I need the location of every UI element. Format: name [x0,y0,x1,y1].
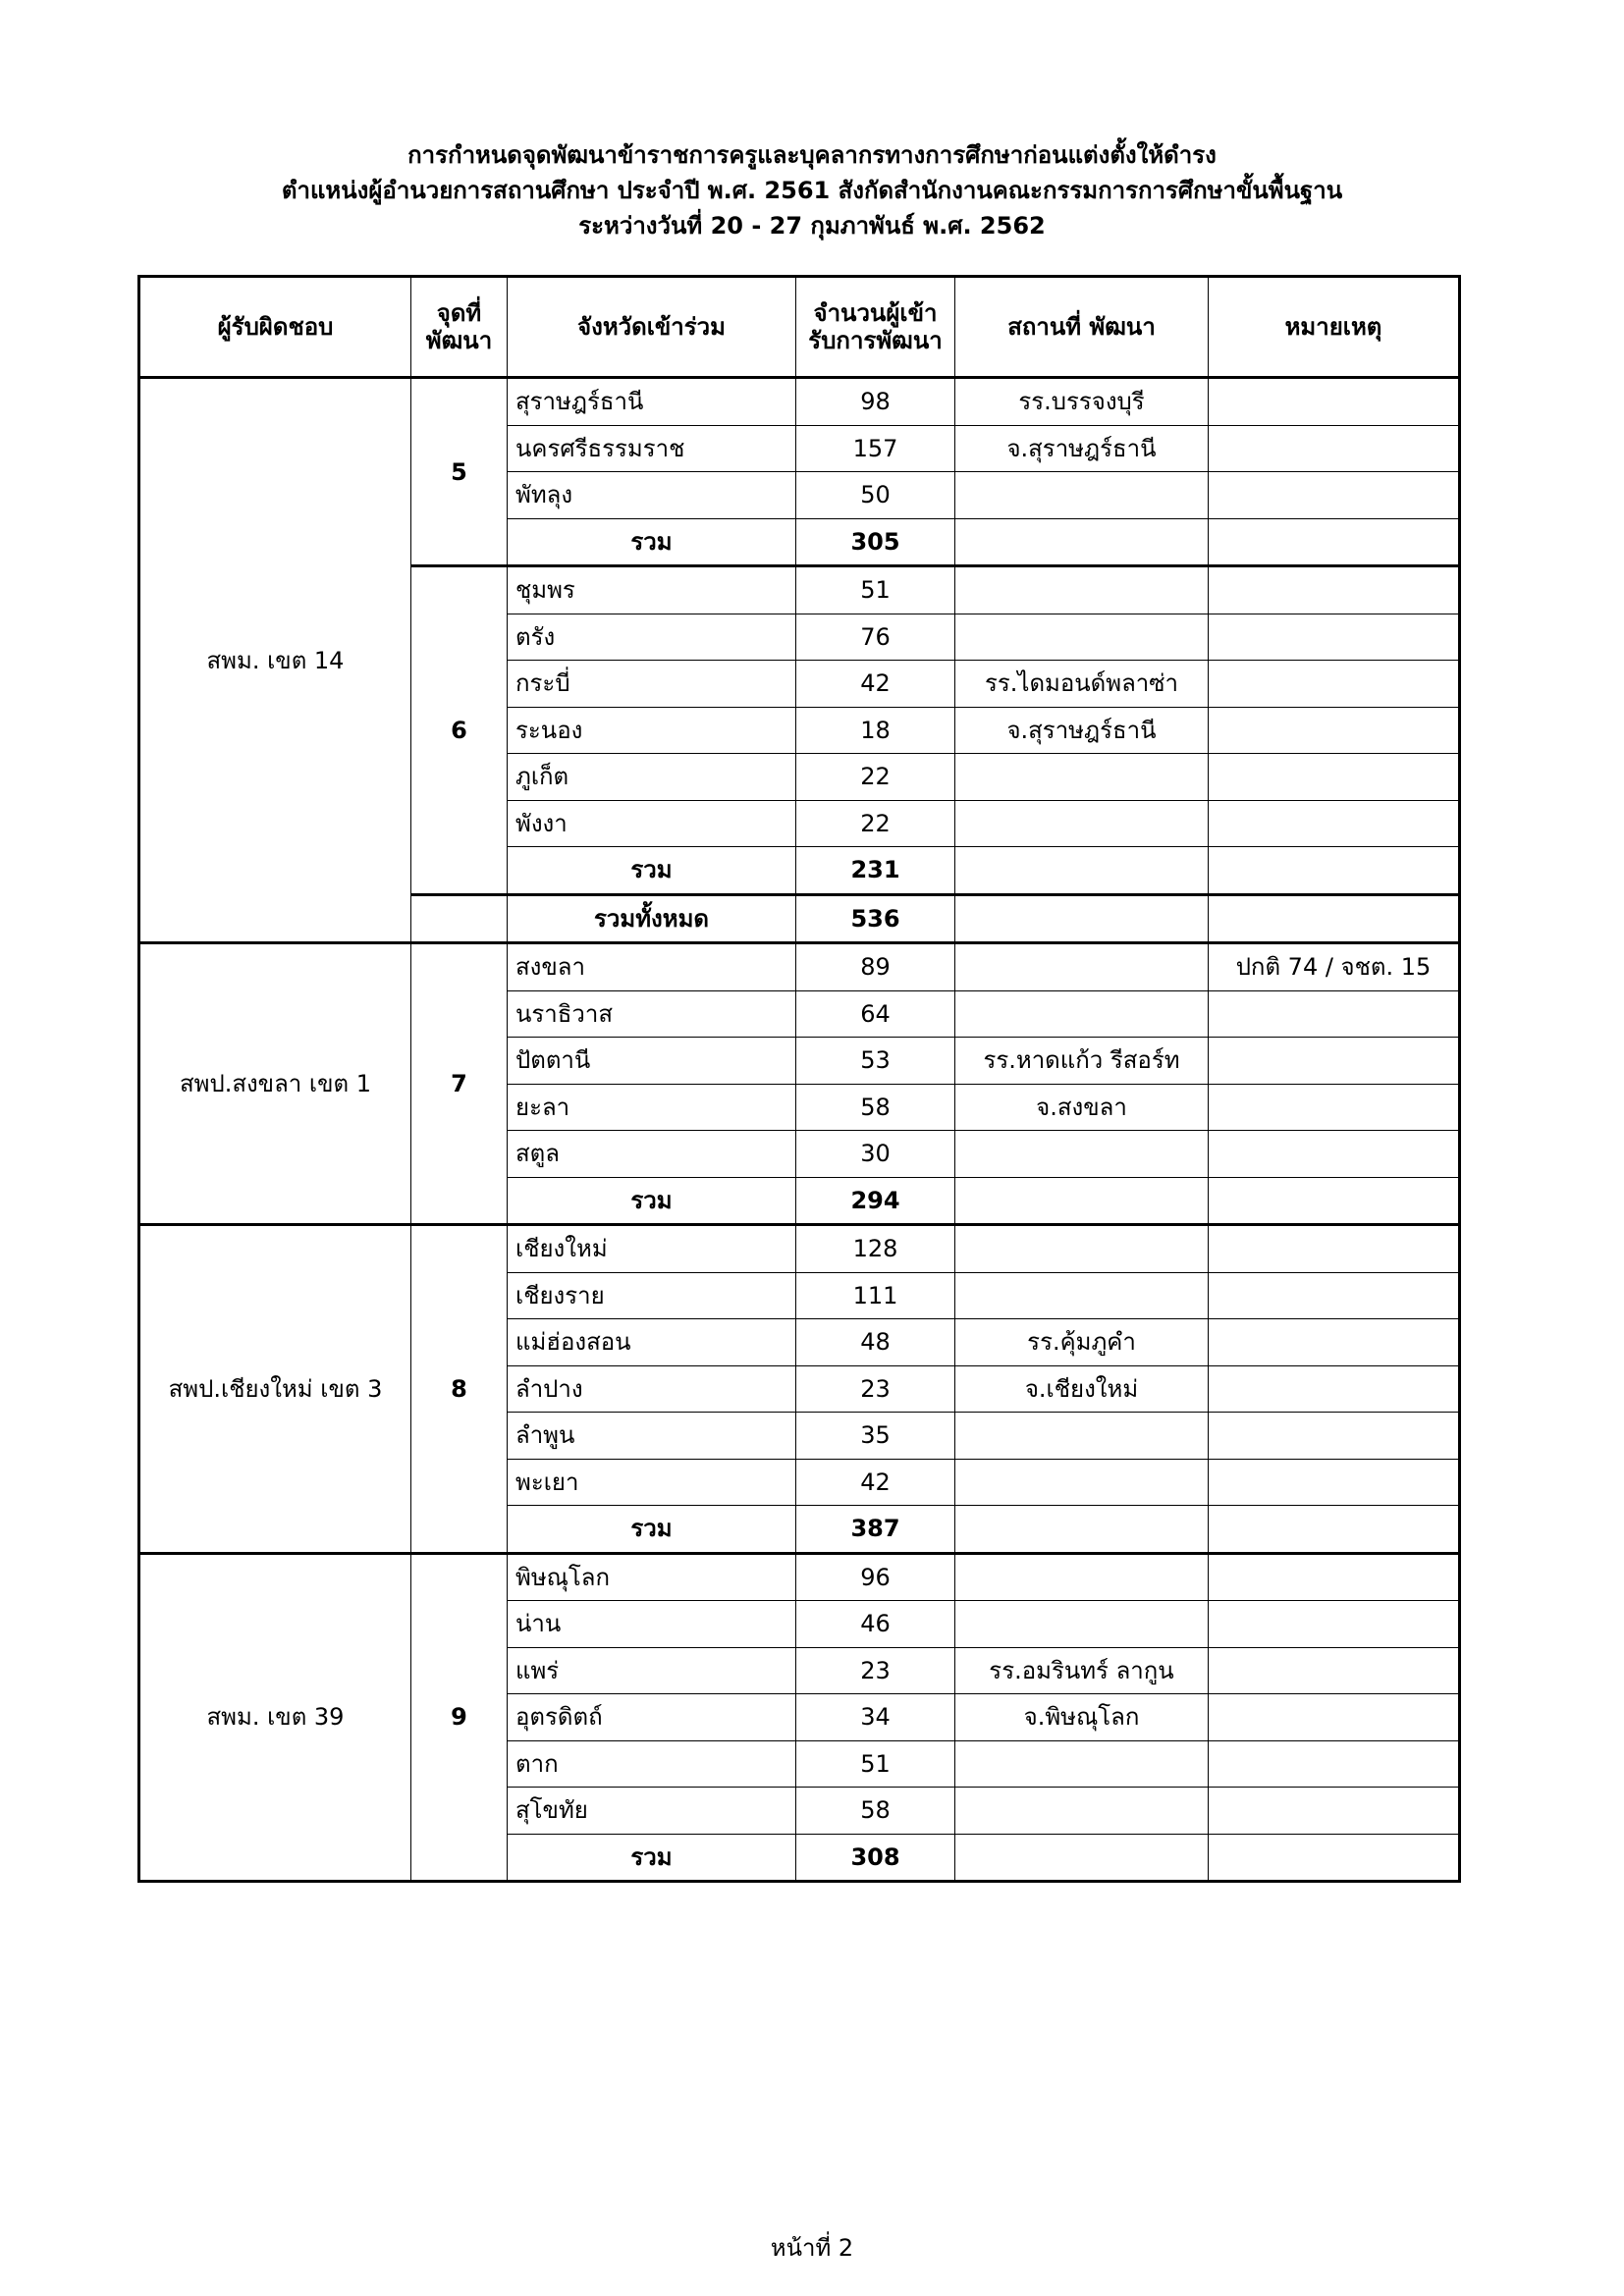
count-cell: 157 [796,425,955,472]
empty-cell [955,1177,1209,1225]
total-value: 294 [796,1177,955,1225]
province-cell: พะเยา [508,1459,796,1506]
venue-cell [955,472,1209,519]
table-row [139,378,1460,426]
development-schedule-table [137,275,1461,1883]
province-cell: ตาก [508,1740,796,1788]
count-cell: 42 [796,661,955,708]
empty-cell [955,847,1209,895]
count-cell: 76 [796,614,955,661]
note-cell [1209,1084,1460,1131]
venue-cell: จ.สงขลา [955,1084,1209,1131]
venue-cell [955,1788,1209,1835]
total-value: 305 [796,518,955,566]
province-cell: นราธิวาส [508,990,796,1038]
note-cell [1209,1459,1460,1506]
page-number: หน้าที่ 2 [770,2234,854,2262]
point-cell: 5 [411,378,508,566]
venue-cell: จ.พิษณุโลก [955,1694,1209,1741]
province-cell: ตรัง [508,614,796,661]
total-value: 231 [796,847,955,895]
note-cell [1209,661,1460,708]
note-cell [1209,614,1460,661]
note-cell [1209,1740,1460,1788]
province-cell: เชียงใหม่ [508,1225,796,1273]
province-cell: แพร่ [508,1647,796,1694]
total-label: รวม [508,1506,796,1554]
province-cell: ลำพูน [508,1413,796,1460]
empty-cell [955,518,1209,566]
header-venue: สถานที่ พัฒนา [955,277,1209,378]
venue-cell [955,614,1209,661]
table-row [139,1553,1460,1601]
count-cell: 22 [796,800,955,847]
venue-cell: รร.บรรจงบุรี [955,378,1209,426]
count-cell: 22 [796,754,955,801]
note-cell [1209,1694,1460,1741]
count-cell: 98 [796,378,955,426]
province-cell: พิษณุโลก [508,1553,796,1601]
total-value: 308 [796,1834,955,1882]
venue-cell: รร.ไดมอนด์พลาซ่า [955,661,1209,708]
note-cell [1209,566,1460,614]
note-cell [1209,425,1460,472]
count-cell: 23 [796,1647,955,1694]
header-count: จำนวนผู้เข้า รับการพัฒนา [796,277,955,378]
note-cell [1209,707,1460,754]
count-cell: 42 [796,1459,955,1506]
empty-cell [411,894,508,943]
venue-cell: รร.คุ้มภูคำ [955,1319,1209,1366]
venue-cell [955,1272,1209,1319]
province-cell: ลำปาง [508,1365,796,1413]
grand-total-label: รวมทั้งหมด [508,894,796,943]
point-cell: 7 [411,943,508,1225]
note-cell [1209,1365,1460,1413]
note-cell [1209,1131,1460,1178]
empty-cell [1209,518,1460,566]
responsible-cell: สพป.สงขลา เขต 1 [139,943,411,1225]
responsible-cell: สพป.เชียงใหม่ เขต 3 [139,1225,411,1554]
venue-cell [955,800,1209,847]
count-cell: 35 [796,1413,955,1460]
venue-cell: รร.หาดแก้ว รีสอร์ท [955,1038,1209,1085]
document-title [0,137,1624,243]
note-cell [1209,800,1460,847]
count-cell: 51 [796,566,955,614]
province-cell: สตูล [508,1131,796,1178]
venue-cell [955,1459,1209,1506]
province-cell: กระบี่ [508,661,796,708]
venue-cell [955,1413,1209,1460]
count-cell: 48 [796,1319,955,1366]
count-cell: 18 [796,707,955,754]
point-cell: 9 [411,1553,508,1882]
venue-cell: รร.อมรินทร์ ลากูน [955,1647,1209,1694]
venue-cell [955,1225,1209,1273]
province-cell: พัทลุง [508,472,796,519]
empty-cell [1209,1506,1460,1554]
province-cell: อุตรดิตถ์ [508,1694,796,1741]
venue-cell [955,990,1209,1038]
empty-cell [1209,1834,1460,1882]
empty-cell [1209,847,1460,895]
count-cell: 128 [796,1225,955,1273]
venue-cell [955,566,1209,614]
province-cell: แม่ฮ่องสอน [508,1319,796,1366]
note-cell [1209,472,1460,519]
venue-cell [955,1553,1209,1601]
point-cell: 6 [411,566,508,895]
province-cell: ยะลา [508,1084,796,1131]
title-line-2: ตำแหน่งผู้อำนวยการสถานศึกษา ประจำปี พ.ศ. 2561 สังกัดสำนักงานคณะกรรมการการศึกษาขั้นพื้นฐาน [281,177,1343,204]
note-cell [1209,1788,1460,1835]
count-cell: 64 [796,990,955,1038]
header-responsible: ผู้รับผิดชอบ [139,277,411,378]
note-cell [1209,1601,1460,1648]
venue-cell [955,754,1209,801]
note-cell [1209,1319,1460,1366]
province-cell: สงขลา [508,943,796,991]
note-cell [1209,1225,1460,1273]
count-cell: 111 [796,1272,955,1319]
count-cell: 50 [796,472,955,519]
count-cell: 53 [796,1038,955,1085]
count-cell: 58 [796,1084,955,1131]
count-cell: 34 [796,1694,955,1741]
total-value: 387 [796,1506,955,1554]
count-cell: 46 [796,1601,955,1648]
responsible-cell: สพม. เขต 14 [139,378,411,943]
grand-total-value: 536 [796,894,955,943]
venue-cell [955,1601,1209,1648]
note-cell [1209,1553,1460,1601]
province-cell: สุราษฎร์ธานี [508,378,796,426]
province-cell: นครศรีธรรมราช [508,425,796,472]
count-cell: 30 [796,1131,955,1178]
count-cell: 51 [796,1740,955,1788]
count-cell: 58 [796,1788,955,1835]
province-cell: น่าน [508,1601,796,1648]
empty-cell [1209,894,1460,943]
total-label: รวม [508,1834,796,1882]
empty-cell [1209,1177,1460,1225]
note-cell [1209,1413,1460,1460]
header-row [139,277,1460,378]
province-cell: ปัตตานี [508,1038,796,1085]
total-label: รวม [508,847,796,895]
total-label: รวม [508,1177,796,1225]
title-line-3: ระหว่างวันที่ 20 - 27 กุมภาพันธ์ พ.ศ. 2562 [578,212,1046,240]
header-point: จุดที่ พัฒนา [411,277,508,378]
empty-cell [955,1834,1209,1882]
note-cell: ปกติ 74 / จชต. 15 [1209,943,1460,991]
venue-cell [955,1131,1209,1178]
count-cell: 96 [796,1553,955,1601]
venue-cell [955,1740,1209,1788]
venue-cell: จ.เชียงใหม่ [955,1365,1209,1413]
province-cell: พังงา [508,800,796,847]
total-label: รวม [508,518,796,566]
header-note: หมายเหตุ [1209,277,1460,378]
note-cell [1209,1038,1460,1085]
note-cell [1209,378,1460,426]
table-row [139,943,1460,991]
note-cell [1209,1647,1460,1694]
province-cell: ชุมพร [508,566,796,614]
note-cell [1209,754,1460,801]
province-cell: เชียงราย [508,1272,796,1319]
venue-cell [955,943,1209,991]
province-cell: ภูเก็ต [508,754,796,801]
venue-cell: จ.สุราษฎร์ธานี [955,707,1209,754]
count-cell: 89 [796,943,955,991]
header-province: จังหวัดเข้าร่วม [508,277,796,378]
responsible-cell: สพม. เขต 39 [139,1553,411,1882]
empty-cell [955,894,1209,943]
count-cell: 23 [796,1365,955,1413]
venue-cell: จ.สุราษฎร์ธานี [955,425,1209,472]
empty-cell [955,1506,1209,1554]
table-row [139,1225,1460,1273]
province-cell: ระนอง [508,707,796,754]
note-cell [1209,1272,1460,1319]
title-line-1: การกำหนดจุดพัฒนาข้าราชการครูและบุคลากรทางการศึกษาก่อนแต่งตั้งให้ดำรง [407,141,1217,169]
province-cell: สุโขทัย [508,1788,796,1835]
point-cell: 8 [411,1225,508,1554]
note-cell [1209,990,1460,1038]
